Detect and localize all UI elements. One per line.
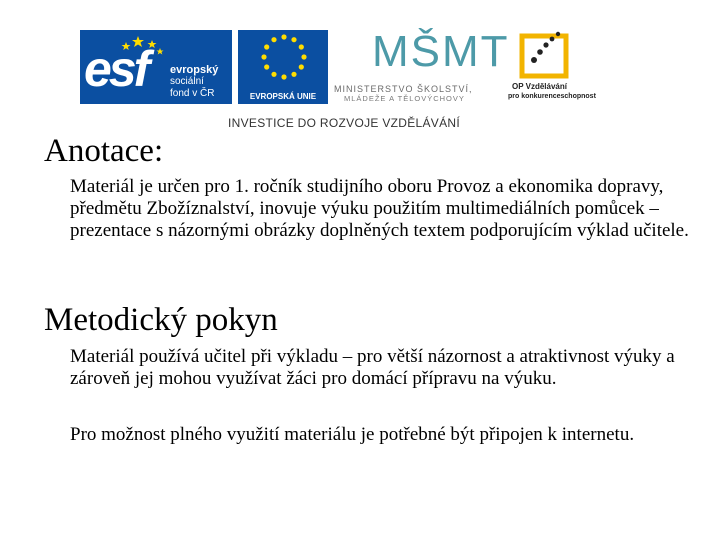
op-logo [508,30,600,106]
op-line2: pro konkurenceschopnost [508,93,596,100]
op-line1: OP Vzdělávání [512,82,567,91]
eu-label: EVROPSKÁ UNIE [249,92,317,101]
esf-text [170,64,218,100]
msmt-letters: MŠMT [372,27,510,76]
anotace-heading: Anotace: [44,133,164,169]
esf-line3: fond v ČR [170,88,215,99]
esf-line2: sociální [170,76,204,87]
anotace-text: Materiál je určen pro 1. ročník studijního oboru Provoz a ekonomika dopravy, předmětu Zbožíznalství, inovuje výuku použitím multimediálních pomůcek – prezentace s názornými obrázky doplněných textem podporujícím výklad učitele. [70,176,689,241]
pokyn-text-1: Materiál používá učitel při výkladu – pro větší názornost a atraktivnost výuky a zároveň jej mohou využívat žáci pro domácí přípravu na výuku. [70,346,675,389]
eu-logo [238,30,328,104]
eu-stars-icon [258,32,310,88]
msmt-logo [334,27,510,104]
esf-logo [80,30,232,104]
esf-letters: esf [84,41,148,97]
op-emblem-icon [514,30,574,80]
tagline: INVESTICE DO ROZVOJE VZDĚLÁVÁNÍ [228,116,461,130]
esf-line1: evropský [170,64,219,76]
pokyn-text-2: Pro možnost plného využití materiálu je potřebné být připojen k internetu. [70,424,635,445]
msmt-line2: MLÁDEŽE A TĚLOVÝCHOVY [344,94,465,103]
msmt-line1: MINISTERSTVO ŠKOLSTVÍ, [334,84,473,94]
pokyn-heading: Metodický pokyn [44,302,278,338]
logo-banner [0,0,720,140]
